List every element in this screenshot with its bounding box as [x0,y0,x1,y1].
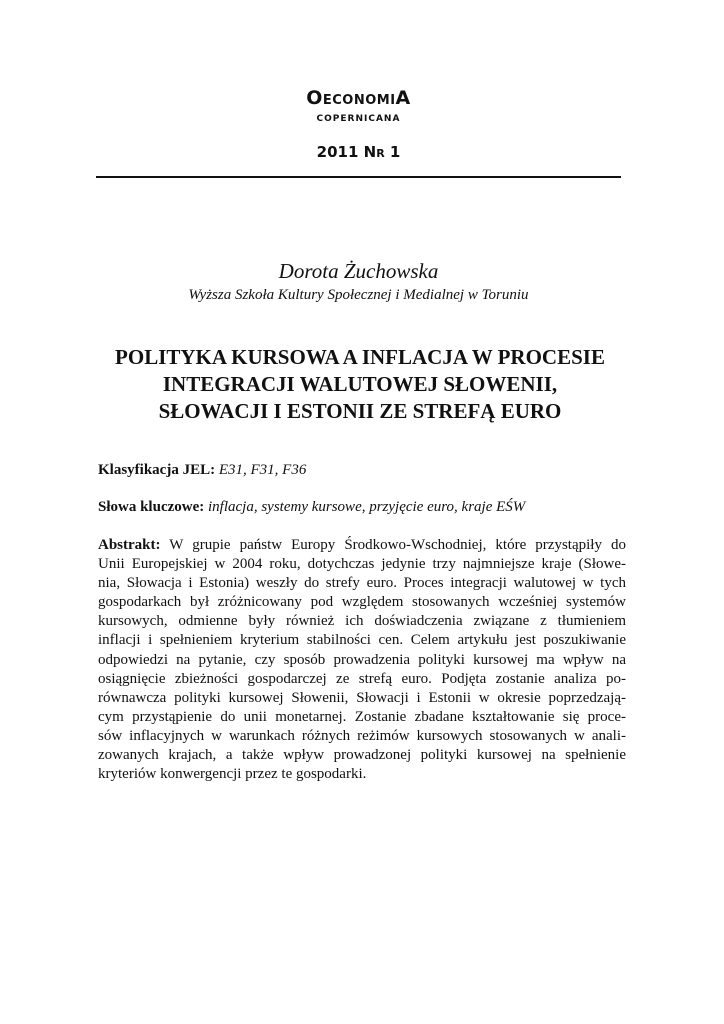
abstract-label: Abstrakt: [98,537,161,553]
journal-title: OeconomiA [306,87,411,109]
header-divider [96,176,621,178]
article-title-line: POLITYKA KURSOWA A INFLACJA W PROCESIE [115,345,605,369]
jel-codes: E31, F31, F36 [218,462,307,478]
abstract-line: zowanych krajach, a także wpływ prowadzonej polityki kursowej na spełnienie [98,747,626,764]
abstract-line: cym przystąpienie do unii monetarnej. Zostanie zbadane kształtowanie się proce- [98,708,626,725]
article-title-line: INTEGRACJI WALUTOWEJ SŁOWENII, [162,372,558,396]
author-name: Dorota Żuchowska [278,259,439,283]
abstract-line: gospodarkach był zróżnicowany pod względem stosowanych wcześniej systemów [98,594,626,611]
keywords [98,498,626,517]
jel-label: Klasyfikacja JEL: [98,462,216,478]
abstract-line: nia, Słowacja i Estonia) weszły do strefy euro. Proces integracji walutowej w tych [98,575,626,592]
abstract-line-text: W grupie państw Europy Środkowo-Wschodniej, które przystąpiły do [169,537,626,553]
abstract-line: inflacji i spełnieniem kryterium stabilności cen. Celem artykułu jest poszukiwanie [98,632,626,649]
journal-issue: 2011 Nr 1 [316,143,401,161]
author-affiliation: Wyższa Szkoła Kultury Społecznej i Medialnej w Toruniu [188,287,529,303]
journal-subtitle: copernicana [316,110,401,125]
keywords-list: inflacja, systemy kursowe, przyjęcie euro, kraje EŚW [208,499,526,515]
abstract-line: sów inflacyjnych w warunkach różnych reżimów kursowych stosowanych w anali- [98,727,626,744]
abstract-line: równawcza polityki kursowej Słowenii, Słowacji i Estonii w okresie poprzedzają- [98,689,626,706]
abstract [98,536,626,784]
abstract-line [98,536,626,555]
abstract-line: kryteriów konwergencji przez te gospodarki. [98,766,367,783]
keywords-label: Słowa kluczowe: [98,499,205,515]
article-title [96,344,624,425]
jel-classification [98,461,626,480]
journal-header [96,86,621,162]
abstract-line: Unii Europejskiej w 2004 roku, dotychczas jedynie trzy najmniejsze kraje (Słowe- [98,556,626,573]
abstract-line: osiągnięcie zbieżności gospodarczej ze strefą euro. Podjęta zostanie analiza po- [98,670,626,687]
article-title-line: SŁOWACJI I ESTONII ZE STREFĄ EURO [158,399,562,423]
abstract-line: kursowych, odmienne były również ich doświadczenia związane z tłumieniem [98,613,626,630]
abstract-line: odpowiedzi na pytanie, czy sposób prowadzenia polityki kursowej ma wpływ na [98,651,626,668]
